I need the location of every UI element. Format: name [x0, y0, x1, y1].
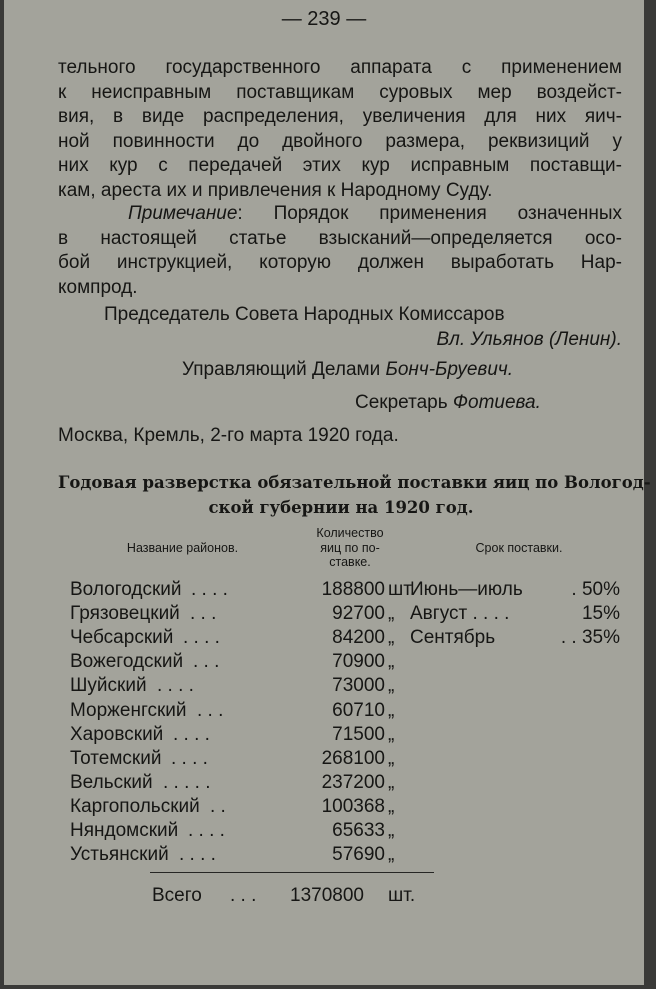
- quantity-header-line: ставке.: [329, 555, 371, 569]
- table-row: [70, 819, 630, 843]
- text-line: бой инструкцией, которую должен выработать Нар-: [58, 252, 622, 273]
- manager-name: Бонч-Бруевич.: [385, 359, 514, 380]
- unit-value: „: [388, 699, 395, 721]
- table-title: [58, 470, 651, 520]
- document-page: [4, 0, 651, 985]
- table-row: [70, 747, 630, 771]
- total-unit: шт.: [388, 885, 416, 906]
- leader-dots: . . .: [193, 651, 220, 673]
- table-row: [70, 771, 630, 795]
- quantity-value: 57690: [332, 844, 385, 866]
- note-heading: Примечание: [128, 203, 238, 224]
- table-row: [70, 843, 630, 867]
- quantity-header-line: яиц по по-: [320, 540, 380, 555]
- quantity-value: 60710: [332, 699, 385, 721]
- note-paragraph: [58, 202, 622, 300]
- unit-value: „: [388, 627, 395, 649]
- delivery-term: Сентябрь: [410, 627, 496, 649]
- quantity-value: 71500: [332, 723, 385, 745]
- leader-dots: . . . .: [191, 579, 228, 600]
- district-name: Чебсарский: [70, 627, 174, 649]
- leader-dots: . . . . .: [163, 771, 211, 793]
- district-name: Каргопольский: [70, 795, 200, 817]
- table-row: [70, 650, 630, 674]
- district-name: Устьянский: [70, 844, 169, 866]
- column-header-term: Срок поставки.: [475, 541, 563, 555]
- unit-value: „: [388, 795, 395, 817]
- delivery-percent: . 50%: [571, 579, 620, 600]
- delivery-term: Июнь—июль: [410, 579, 523, 600]
- manager-signature: [182, 359, 513, 381]
- secretary-title: Секретарь: [355, 392, 448, 413]
- text-line: кам, ареста их и привлечения к Народному Суду.: [58, 179, 493, 201]
- total-label: Всего: [152, 885, 202, 906]
- text-line: вия, в виде распределения, увеличения для них яич-: [58, 106, 622, 127]
- unit-value: „: [388, 651, 395, 673]
- unit-value: „: [388, 675, 395, 697]
- district-name: Морженгский: [70, 699, 187, 721]
- page-number: — 239 —: [281, 8, 367, 30]
- table-title-line: Годовая разверстка обязательной поставки яиц по Вологод-: [58, 473, 651, 492]
- leader-dots: . . . .: [183, 627, 220, 649]
- leader-dots: . . . .: [171, 747, 208, 769]
- unit-value: „: [388, 723, 395, 745]
- table-row: [70, 699, 630, 723]
- place-date: Москва, Кремль, 2-го марта 1920 года.: [58, 425, 399, 446]
- column-header-district: Название районов.: [126, 541, 239, 555]
- quantity-value: 268100: [321, 747, 385, 769]
- district-name: Вологодский: [70, 579, 182, 600]
- unit-value: „: [388, 603, 395, 625]
- text-line: компрод.: [58, 276, 138, 298]
- total-dots: . . .: [230, 885, 257, 906]
- total-quantity: 1370800: [290, 885, 364, 906]
- table-row: [70, 795, 630, 819]
- unit-value: шт.: [388, 579, 416, 600]
- table-row: [70, 626, 630, 650]
- unit-value: „: [388, 747, 395, 769]
- total-rule: [150, 872, 434, 873]
- note-first-line: [58, 202, 622, 227]
- table-row: [70, 674, 630, 698]
- district-name: Шуйский: [70, 675, 147, 697]
- column-header-quantity: [290, 526, 410, 570]
- delivery-percent: . . 35%: [560, 627, 620, 649]
- leader-dots: . . .: [190, 603, 217, 625]
- leader-dots: . . . .: [179, 844, 216, 866]
- table-title-line: ской губернии на 1920 год.: [208, 498, 474, 517]
- paragraph-1: [58, 56, 622, 203]
- district-name: Вельский: [70, 771, 153, 793]
- unit-value: „: [388, 771, 395, 793]
- text-line: к неисправным поставщикам суровых мер воздейст-: [58, 81, 622, 103]
- quantity-value: 100368: [321, 795, 385, 817]
- district-name: Вожегодский: [70, 651, 184, 673]
- delivery-term: Август . . . .: [410, 603, 510, 625]
- chair-title: Председатель Совета Народных Комиссаров: [104, 304, 505, 325]
- quantity-value: 65633: [332, 820, 385, 841]
- leader-dots: . . .: [197, 699, 224, 721]
- quantity-value: 237200: [321, 771, 385, 793]
- quantity-value: 73000: [332, 675, 385, 697]
- district-name: Няндомский: [70, 820, 179, 841]
- text-line: них кур с передачей этих кур исправным поставщи-: [58, 155, 622, 176]
- leader-dots: . . . .: [188, 820, 225, 841]
- table-row: [70, 578, 630, 602]
- text-line: в настоящей статье взысканий—определяется осо-: [58, 227, 622, 249]
- quantity-value: 84200: [332, 627, 385, 649]
- district-name: Грязовецкий: [70, 603, 180, 625]
- secretary-name: Фотиева.: [452, 392, 541, 413]
- leader-dots: . . . .: [173, 723, 210, 745]
- table-row: [70, 723, 630, 747]
- unit-value: „: [388, 820, 395, 841]
- delivery-percent: 15%: [581, 603, 620, 625]
- unit-value: „: [388, 844, 395, 866]
- leader-dots: . . . .: [157, 675, 194, 697]
- text-line: ной повинности до двойного размера, реквизиций у: [58, 130, 622, 152]
- table-row: [70, 602, 630, 626]
- district-name: Харовский: [70, 723, 164, 745]
- district-name: Тотемский: [70, 747, 162, 769]
- quantity-value: 92700: [332, 603, 385, 625]
- leader-dots: . .: [210, 795, 226, 817]
- quantity-header-line: Количество: [316, 526, 384, 540]
- text-line: тельного государственного аппарата с применением: [58, 57, 622, 78]
- secretary-signature: [355, 392, 541, 414]
- chair-name: Вл. Ульянов (Ленин).: [436, 329, 622, 350]
- quantity-value: 188800: [321, 579, 385, 600]
- manager-title: Управляющий Делами: [182, 359, 381, 380]
- note-first-line-text: : Порядок применения означенных: [237, 203, 622, 224]
- quantity-value: 70900: [332, 651, 385, 673]
